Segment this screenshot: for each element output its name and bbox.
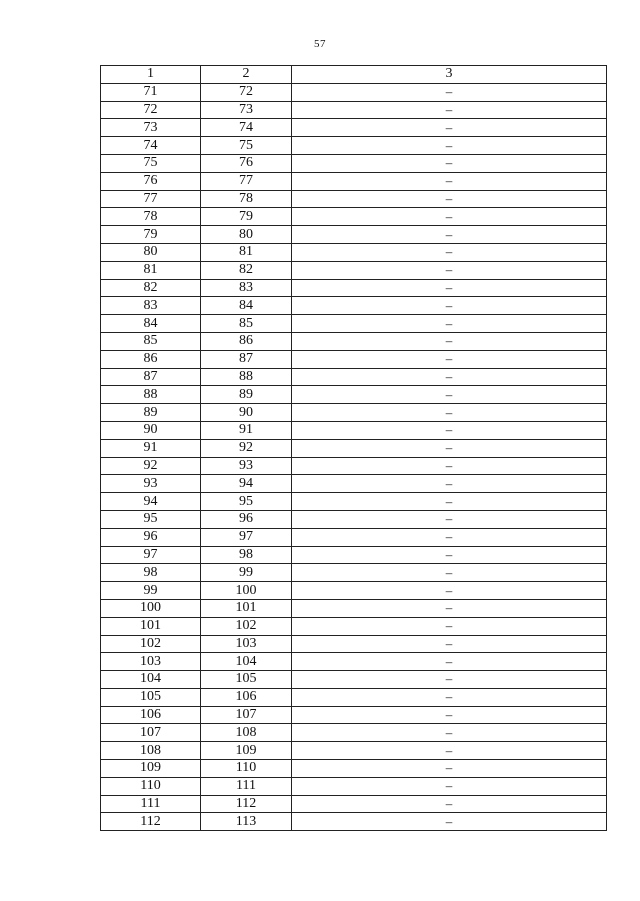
table-row [101,510,607,528]
table-row [101,724,607,742]
table-cell-col1: 83 [101,297,201,315]
table-cell-col2: 81 [201,243,292,261]
table-cell-col2: 94 [201,475,292,493]
table-row [101,208,607,226]
table-row [101,101,607,119]
table-cell-col1: 102 [101,635,201,653]
table-cell-col1: 107 [101,724,201,742]
table-cell-col3: – [292,119,607,137]
table-cell-col2: 88 [201,368,292,386]
table-row [101,279,607,297]
table-cell-col3: – [292,617,607,635]
table-cell-col2: 100 [201,582,292,600]
table-cell-col1: 109 [101,760,201,778]
table-cell-col3: – [292,279,607,297]
table-cell-col1: 95 [101,510,201,528]
table-cell-col2: 110 [201,760,292,778]
table-cell-col2: 91 [201,421,292,439]
table-cell-col1: 92 [101,457,201,475]
table-header-row [101,66,607,84]
table-cell-col3: – [292,706,607,724]
table-cell-col3: – [292,475,607,493]
table-cell-col3: – [292,742,607,760]
table-cell-col1: 97 [101,546,201,564]
table-cell-col3: – [292,528,607,546]
table-cell-col1: 110 [101,777,201,795]
table-cell-col3: – [292,688,607,706]
table-cell-col1: 111 [101,795,201,813]
table-cell-col1: 73 [101,119,201,137]
table-cell-col1: 71 [101,83,201,101]
table-cell-col2: 106 [201,688,292,706]
table-cell-col2: 90 [201,404,292,422]
table-cell-col3: – [292,599,607,617]
table-row [101,617,607,635]
table-cell-col2: 87 [201,350,292,368]
table-row [101,760,607,778]
table-cell-col1: 105 [101,688,201,706]
table-cell-col3: – [292,439,607,457]
column-header-2: 2 [201,66,292,84]
table-cell-col2: 84 [201,297,292,315]
table-cell-col2: 93 [201,457,292,475]
table-cell-col1: 75 [101,154,201,172]
table-cell-col2: 96 [201,510,292,528]
table-cell-col3: – [292,350,607,368]
column-header-1: 1 [101,66,201,84]
table-row [101,564,607,582]
table-row [101,475,607,493]
table-row [101,635,607,653]
table-cell-col3: – [292,190,607,208]
table-cell-col2: 107 [201,706,292,724]
table-cell-col1: 99 [101,582,201,600]
table-cell-col1: 79 [101,226,201,244]
table-cell-col1: 101 [101,617,201,635]
table-cell-col3: – [292,243,607,261]
table-cell-col3: – [292,582,607,600]
data-table [100,65,607,831]
table-row [101,386,607,404]
table-row [101,350,607,368]
table-cell-col1: 81 [101,261,201,279]
table-cell-col2: 97 [201,528,292,546]
table-cell-col2: 86 [201,332,292,350]
table-cell-col2: 77 [201,172,292,190]
table-cell-col3: – [292,635,607,653]
table-row [101,368,607,386]
table-row [101,671,607,689]
table-cell-col1: 82 [101,279,201,297]
table-cell-col2: 76 [201,154,292,172]
table-cell-col3: – [292,760,607,778]
table-cell-col1: 108 [101,742,201,760]
table-cell-col2: 104 [201,653,292,671]
table-cell-col2: 95 [201,493,292,511]
table-row [101,297,607,315]
table-cell-col3: – [292,315,607,333]
table-cell-col2: 101 [201,599,292,617]
table-cell-col1: 72 [101,101,201,119]
table-cell-col1: 76 [101,172,201,190]
table-cell-col2: 108 [201,724,292,742]
table-row [101,706,607,724]
table-row [101,83,607,101]
table-cell-col1: 90 [101,421,201,439]
table-cell-col1: 96 [101,528,201,546]
table-cell-col2: 83 [201,279,292,297]
table-cell-col3: – [292,261,607,279]
page-number: 57 [314,38,326,50]
table-cell-col1: 85 [101,332,201,350]
table-row [101,119,607,137]
table-row [101,653,607,671]
table-cell-col1: 88 [101,386,201,404]
table-row [101,154,607,172]
table-row [101,493,607,511]
table-cell-col1: 104 [101,671,201,689]
table-row [101,137,607,155]
table-cell-col2: 99 [201,564,292,582]
table-cell-col2: 72 [201,83,292,101]
table-cell-col2: 80 [201,226,292,244]
table-cell-col3: – [292,724,607,742]
table-cell-col2: 74 [201,119,292,137]
table-row [101,421,607,439]
table-cell-col1: 93 [101,475,201,493]
table-cell-col2: 109 [201,742,292,760]
table-cell-col2: 92 [201,439,292,457]
table-cell-col1: 74 [101,137,201,155]
table-cell-col3: – [292,653,607,671]
table-cell-col3: – [292,671,607,689]
table-cell-col3: – [292,137,607,155]
table-cell-col1: 89 [101,404,201,422]
table-cell-col1: 103 [101,653,201,671]
table-cell-col2: 103 [201,635,292,653]
table-cell-col3: – [292,332,607,350]
table-body [101,83,607,830]
table-cell-col3: – [292,777,607,795]
table-row [101,813,607,831]
table-cell-col3: – [292,208,607,226]
table-row [101,457,607,475]
table-cell-col2: 89 [201,386,292,404]
table-row [101,172,607,190]
table-cell-col2: 113 [201,813,292,831]
column-header-3: 3 [292,66,607,84]
table-cell-col2: 82 [201,261,292,279]
table-row [101,404,607,422]
table-cell-col3: – [292,226,607,244]
table-cell-col3: – [292,404,607,422]
table-cell-col3: – [292,813,607,831]
table-row [101,742,607,760]
table-cell-col1: 84 [101,315,201,333]
table-cell-col3: – [292,564,607,582]
table-row [101,243,607,261]
table-cell-col3: – [292,297,607,315]
table-cell-col3: – [292,368,607,386]
table-cell-col2: 75 [201,137,292,155]
table-cell-col1: 112 [101,813,201,831]
table-cell-col1: 87 [101,368,201,386]
table-cell-col1: 77 [101,190,201,208]
table-cell-col3: – [292,510,607,528]
table-cell-col3: – [292,172,607,190]
table-row [101,795,607,813]
table-cell-col3: – [292,457,607,475]
table-cell-col1: 106 [101,706,201,724]
table-row [101,528,607,546]
table-cell-col3: – [292,421,607,439]
table-cell-col1: 94 [101,493,201,511]
table-cell-col2: 102 [201,617,292,635]
table-cell-col2: 105 [201,671,292,689]
table-cell-col2: 112 [201,795,292,813]
table-row [101,582,607,600]
table-cell-col1: 91 [101,439,201,457]
table-row [101,190,607,208]
table-cell-col2: 85 [201,315,292,333]
table-cell-col2: 78 [201,190,292,208]
table-row [101,599,607,617]
table-cell-col3: – [292,795,607,813]
table-row [101,546,607,564]
table-cell-col1: 98 [101,564,201,582]
table-cell-col1: 80 [101,243,201,261]
table-row [101,261,607,279]
table-cell-col2: 73 [201,101,292,119]
table-cell-col3: – [292,493,607,511]
table-cell-col1: 100 [101,599,201,617]
table-cell-col3: – [292,83,607,101]
table-cell-col3: – [292,546,607,564]
table-row [101,226,607,244]
table-row [101,688,607,706]
table-cell-col2: 98 [201,546,292,564]
table-cell-col3: – [292,386,607,404]
table-cell-col1: 78 [101,208,201,226]
table-cell-col3: – [292,154,607,172]
table-cell-col2: 111 [201,777,292,795]
table-cell-col3: – [292,101,607,119]
table-row [101,777,607,795]
table-row [101,439,607,457]
table-cell-col2: 79 [201,208,292,226]
table-cell-col1: 86 [101,350,201,368]
table-row [101,315,607,333]
table-row [101,332,607,350]
